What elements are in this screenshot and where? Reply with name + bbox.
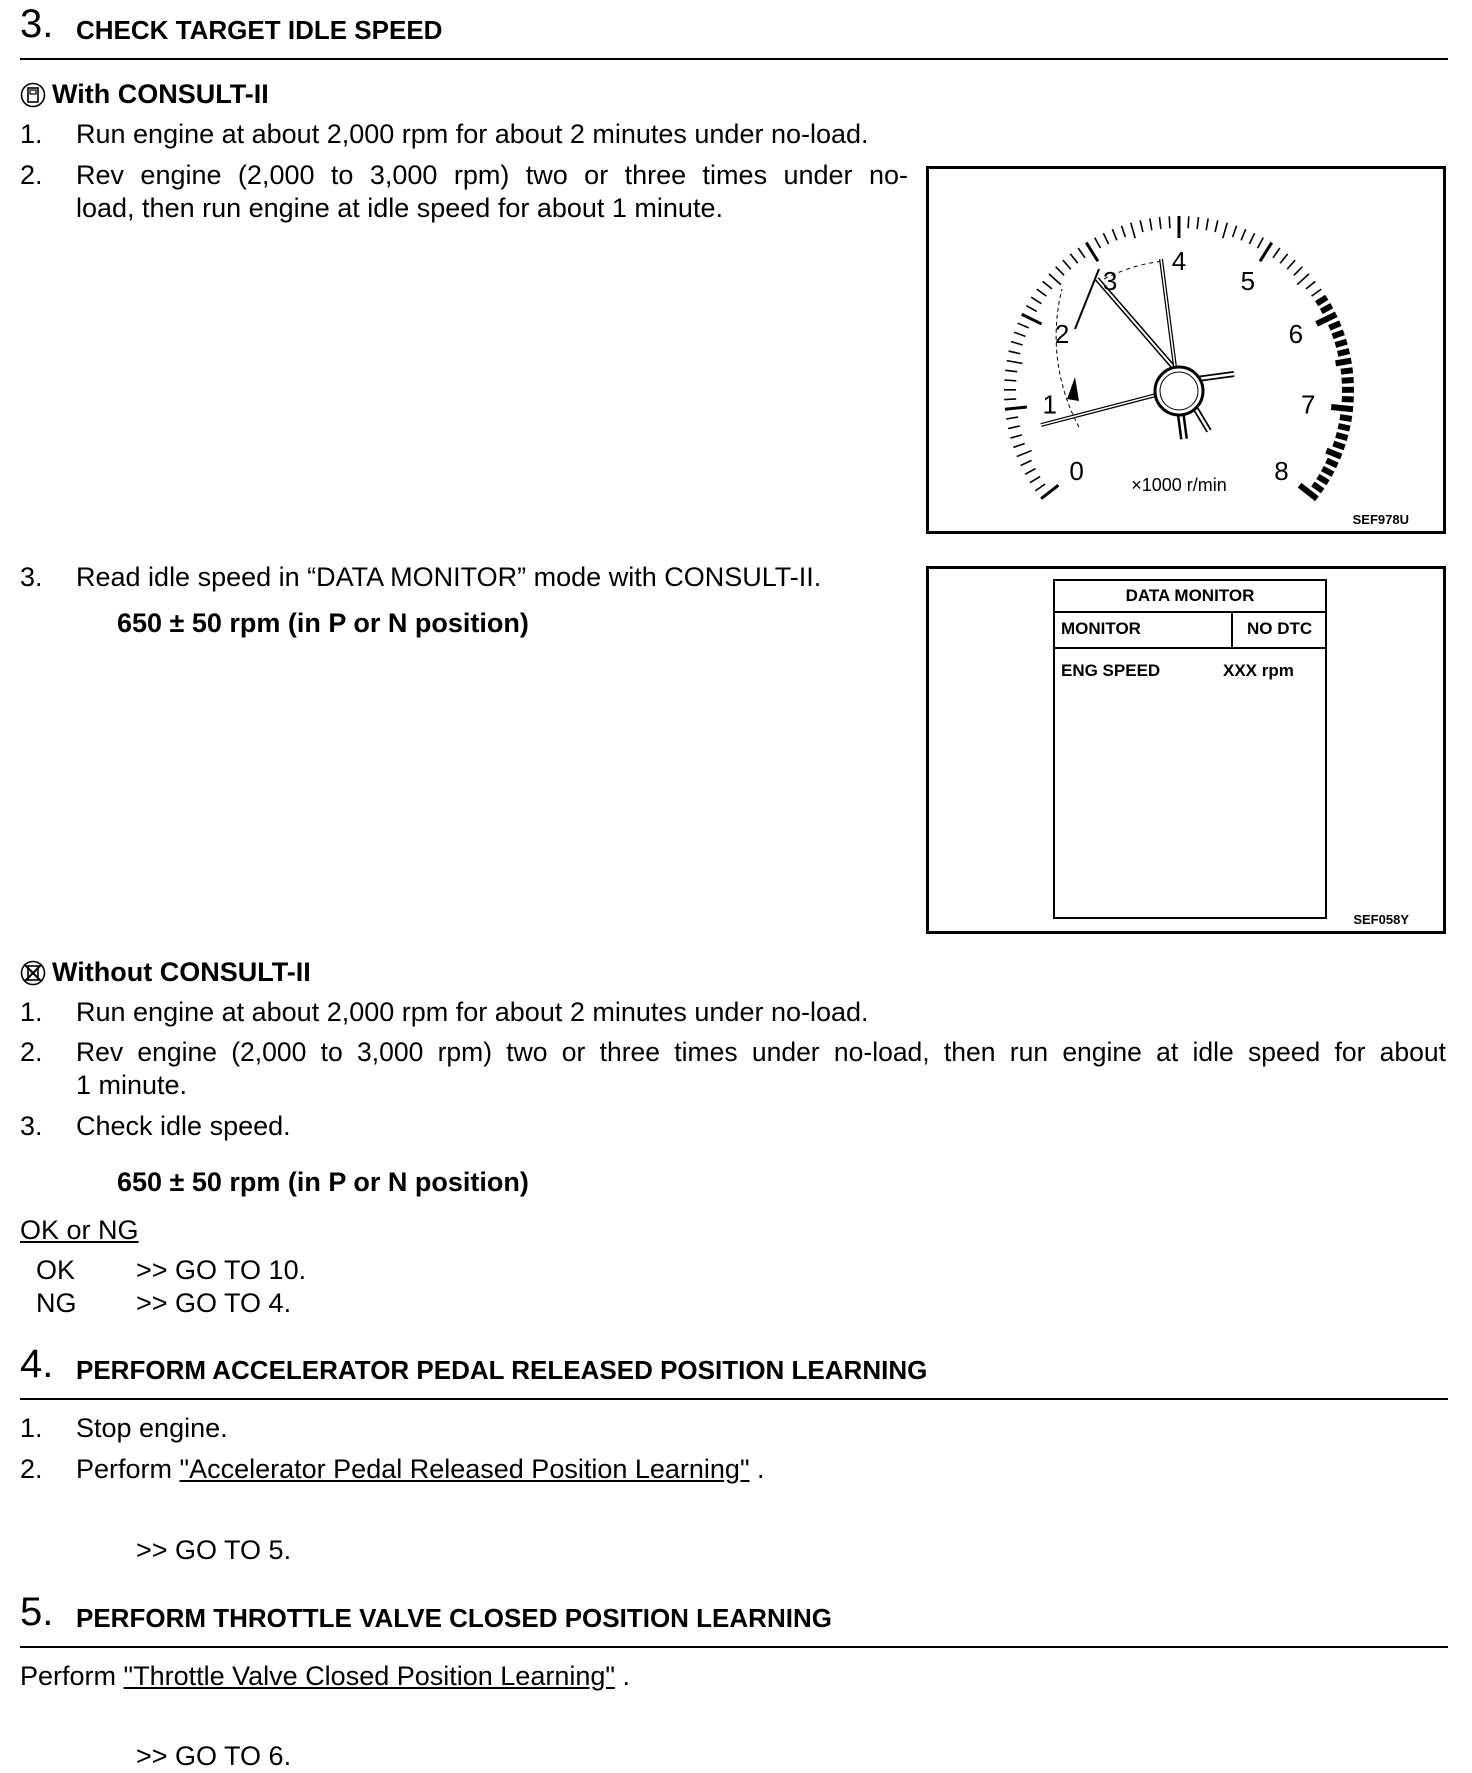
sweep-arrow [1075,269,1099,329]
tach-unit: ×1000 r/min [1131,475,1227,495]
dial-tick [1150,218,1152,230]
dial-tick [1333,332,1344,336]
step-number: 1. [20,118,43,151]
dial-tick [1009,351,1021,354]
dial-tick [1335,342,1347,345]
step-prefix: Perform [20,1661,124,1691]
step-number: 2. [20,1036,43,1069]
step-text: Stop engine. [76,1412,228,1445]
dial-tick [1043,281,1052,289]
dial-label: 8 [1274,456,1288,486]
dial-tick [1223,223,1227,238]
dial-tick [1338,426,1350,429]
dial-label: 7 [1301,390,1315,420]
dial-tick [1063,260,1071,269]
dial-tick [1131,223,1135,238]
step-prefix: Perform [76,1454,180,1484]
step-text: Check idle speed. [76,1110,291,1143]
ok-label: OK [36,1254,75,1287]
dial-tick [1249,233,1254,244]
throttle-valve-learning-link[interactable]: "Throttle Valve Closed Position Learning" [124,1661,615,1691]
dial-tick [1025,469,1036,475]
step-text: Rev engine (2,000 to 3,000 rpm) two or three times under no- [76,159,908,192]
dial-label: 6 [1289,319,1303,349]
dial-label: 3 [1103,266,1117,296]
step-text-continued: load, then run engine at idle speed for about 1 minute. [76,192,723,225]
no-consult-icon [20,960,46,986]
section-5-text [20,1660,630,1693]
dial-tick [1007,361,1023,364]
dial-tick [1331,407,1353,409]
dial-tick [1258,238,1264,249]
section-title: PERFORM ACCELERATOR PEDAL RELEASED POSITION LEARNING [76,1356,927,1384]
dial-tick [1070,254,1077,263]
dial-tick [1273,248,1280,258]
dial-tick [1031,297,1041,303]
dial-tick [1317,314,1337,324]
dial-tick [1341,370,1353,371]
dial-tick [1197,217,1198,229]
dial-tick [1008,426,1020,429]
with-consult-label: With CONSULT-II [52,79,269,109]
dial-tick [1280,254,1287,263]
dial-tick [1018,323,1029,328]
dial-tick [1306,281,1315,289]
dial-tick [1169,216,1170,228]
data-monitor-figure [926,566,1446,934]
dial-tick [1030,476,1040,482]
dial-tick [1241,229,1246,240]
dial-tick [1078,248,1085,258]
section-title: CHECK TARGET IDLE SPEED [76,16,442,44]
dial-tick [1103,233,1108,244]
dial-tick [1121,226,1125,237]
dial-tick [1188,216,1189,228]
ok-action: >> GO TO 10. [136,1254,306,1287]
dial-tick [1086,243,1098,262]
tachometer-illustration [929,169,1443,531]
dial-tick [1026,306,1036,312]
dial-tick [1342,399,1354,400]
section-number: 3. [20,4,53,44]
dial-tick [1215,220,1218,232]
section-3-header [20,0,1448,60]
dial-inner-arc [1056,289,1079,427]
dial-tick [1340,417,1352,419]
dial-tick [1312,289,1322,296]
step-text: Rev engine (2,000 to 3,000 rpm) two or three times under no-load, then run engine at idle speed for about [76,1036,1446,1069]
dial-tick [1321,306,1331,312]
dial-tick [1159,217,1160,229]
tachometer-figure [926,166,1446,534]
step-text [76,1453,765,1486]
dial-tick [1329,323,1340,328]
dial-tick [1005,407,1027,409]
dial-tick [1017,451,1032,457]
dial-tick [1318,476,1328,482]
dial-tick [1014,332,1025,336]
ng-action: >> GO TO 4. [136,1287,291,1320]
step-suffix: . [750,1454,765,1484]
dial-tick [1035,484,1045,491]
step-number: 3. [20,561,43,594]
dial-tick [1022,314,1042,324]
section-number: 4. [20,1344,53,1384]
dial-tick [1287,260,1295,269]
dial-tick [1297,274,1309,285]
without-consult-label: Without CONSULT-II [52,957,311,987]
eng-speed-value: XXX rpm [1223,661,1294,681]
dial-tick [1011,342,1023,345]
dial-tick [1317,297,1327,303]
data-monitor-screen [1053,579,1327,919]
dial-tick [1326,451,1341,457]
dial-tick [1006,417,1018,419]
data-monitor-header-row [1055,611,1325,649]
dial-tick [1338,351,1350,354]
step-text: Run engine at about 2,000 rpm for about 2 minutes under no-load. [76,118,869,151]
idle-spec-value: 650 ± 50 rpm (in P or N position) [117,607,529,640]
goto-action: >> GO TO 6. [136,1740,291,1773]
section-5-header [20,1588,1448,1648]
dial-tick [1336,361,1352,364]
dial-label: 0 [1069,456,1083,486]
dial-tick [1342,380,1354,381]
dial-label: 2 [1055,319,1069,349]
dtc-status: NO DTC [1247,619,1312,639]
dial-tick [1233,226,1237,237]
dial-tick [1021,460,1032,465]
dial-label: 5 [1241,266,1255,296]
dial-tick [1294,267,1302,276]
dial-label: 4 [1172,246,1186,276]
dial-tick [1140,220,1143,232]
step-number: 2. [20,1453,43,1486]
dial-tick [1313,484,1323,491]
dial-tick [1049,274,1061,285]
consult-icon [20,82,46,108]
dial-tick [1322,469,1333,475]
section-title: PERFORM THROTTLE VALVE CLOSED POSITION LEARNING [76,1604,832,1632]
result-heading: OK or NG [20,1214,139,1247]
needle-hub [1155,367,1203,415]
dial-tick [1013,444,1024,448]
figure-code: SEF978U [1353,512,1409,527]
dial-tick [1037,289,1047,296]
dial-tick [1041,485,1058,499]
goto-action: >> GO TO 5. [136,1534,291,1567]
section-number: 5. [20,1592,53,1632]
step-text-continued: 1 minute. [76,1069,187,1102]
step-number: 2. [20,159,43,192]
figure-code: SEF058Y [1353,912,1409,927]
step-text: Run engine at about 2,000 rpm for about 2 minutes under no-load. [76,996,869,1029]
eng-speed-label: ENG SPEED [1061,661,1160,681]
ng-label: NG [36,1287,77,1320]
idle-spec-value: 650 ± 50 rpm (in P or N position) [117,1166,529,1199]
step-number: 1. [20,1412,43,1445]
dial-tick [1005,370,1017,371]
section-4-header [20,1340,1448,1400]
monitor-column-label: MONITOR [1061,619,1141,639]
dial-tick [1260,243,1272,262]
with-consult-heading [20,78,269,111]
without-consult-heading [20,956,311,989]
dial-tick [1336,435,1348,438]
step-number: 3. [20,1110,43,1143]
dial-tick [1326,460,1337,465]
dial-tick [1206,218,1208,230]
column-divider [1231,611,1233,647]
accelerator-pedal-learning-link[interactable]: "Accelerator Pedal Released Position Learning" [180,1454,750,1484]
sweep-arrowhead [1067,377,1079,401]
dial-tick [1095,238,1101,249]
dial-tick [1333,444,1344,448]
dial-label: 1 [1042,390,1056,420]
step-number: 1. [20,996,43,1029]
step-text: Read idle speed in “DATA MONITOR” mode with CONSULT-II. [76,561,821,594]
dial-tick [1112,229,1117,240]
dial-tick [1004,399,1016,400]
dial-tick [1056,267,1064,276]
dial-tick [1010,435,1022,438]
data-monitor-title: DATA MONITOR [1055,581,1325,613]
dial-tick [1004,380,1016,381]
step-suffix: . [615,1661,630,1691]
